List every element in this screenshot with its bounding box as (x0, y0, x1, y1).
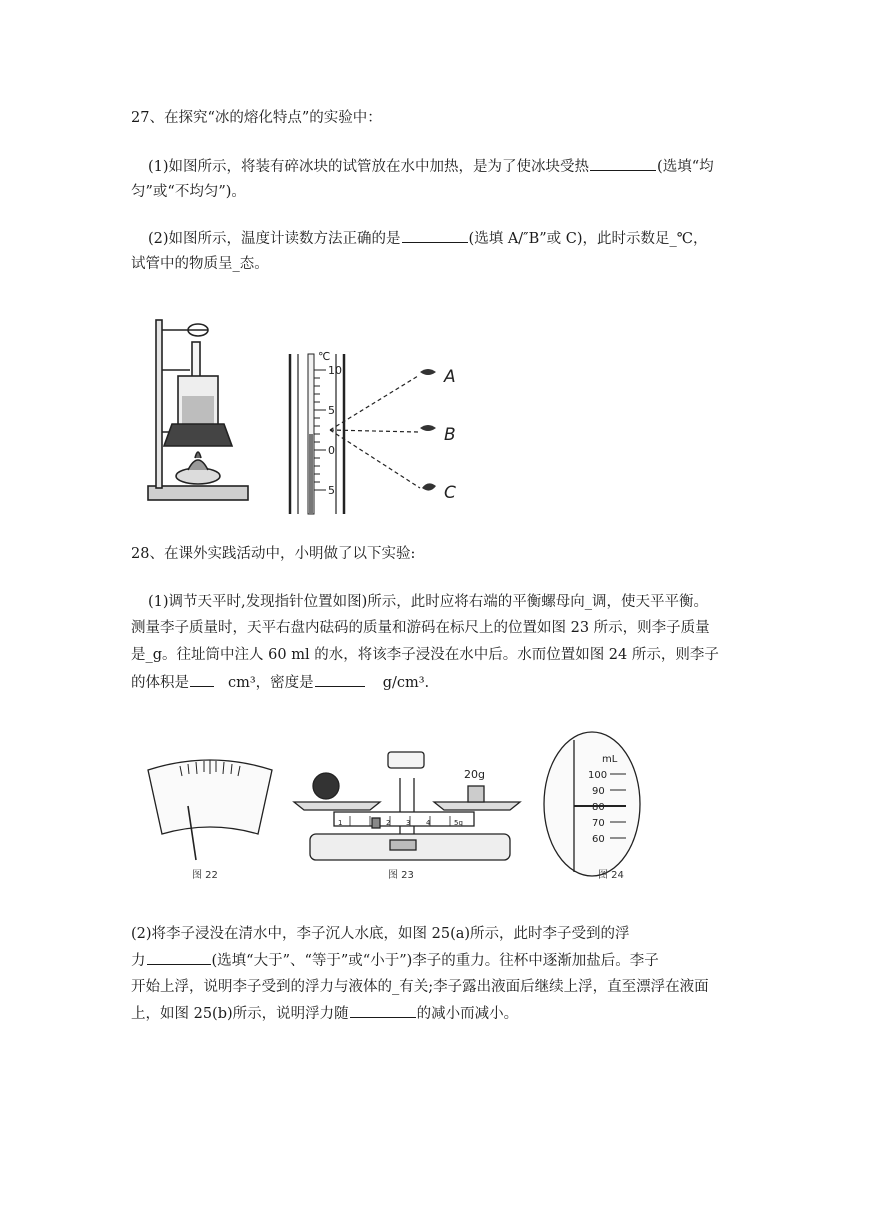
q27-part2-line2: 试管中的物质呈_态。 (131, 256, 269, 272)
q28-blank-buoyancy[interactable] (147, 950, 211, 965)
q28-part2-line1: (2)将李子浸没在清水中，李子沉人水底，如图 25(a)所示，此时李子受到的浮 (131, 926, 630, 942)
rider-tick-2: 2 (386, 819, 391, 827)
fig23-caption: 图 23 (388, 870, 414, 881)
q28-part2-text-c: 上，如图 25(b)所示，说明浮力随 (131, 1006, 349, 1022)
q28-part2-text-b: (选填“大于”、“等于”或“小于”)李子的重力。往杯中逐渐加盐后。李子 (211, 953, 659, 969)
thermometer-unit: ℃ (318, 350, 331, 363)
cylinder-tick-80: 80 (592, 802, 605, 813)
fig24-cylinder (530, 722, 670, 892)
q28-part1-line3: 是_g。往址筒中注人 60 ml 的水，将该李子浸没在水中后。水而位置如图 24 所示，则李子 (131, 647, 719, 663)
q27-part2-text-a: (2)如图所示，温度计读数方法正确的是 (148, 231, 401, 247)
q27-part1-line2: 匀”或“不均匀”)。 (131, 184, 246, 200)
eye-icon-b (420, 425, 436, 431)
eye-icons (420, 369, 436, 491)
q28-part1-line4 (131, 672, 429, 693)
weight-label: 20g (464, 768, 485, 781)
q28-part1-line2: 测量李子质量时，天平右盘内砝码的质量和游码在标尺上的位置如图 23 所示，则李子质量 (131, 620, 710, 636)
cylinder-tick-70: 70 (592, 818, 605, 829)
q27-blank-2[interactable] (402, 228, 468, 243)
eye-label-b: B (444, 425, 456, 445)
thermometer-tick-5: 5 (328, 404, 335, 417)
q27-figure (140, 300, 480, 520)
q28-part1-text-b: cm³，密度是 (228, 675, 314, 691)
q27-blank-1[interactable] (590, 156, 656, 171)
cylinder-tick-100: 100 (588, 770, 608, 781)
q28-blank-density[interactable] (315, 672, 365, 687)
q27-stem: 27、在探究“冰的熔化特点”的实验中： (131, 110, 382, 126)
q28-stem: 28、在课外实践活动中，小明做了以下实验: (131, 546, 416, 562)
q27-part1-text-b: (选填“均 (657, 159, 714, 175)
q28-part1-line1: (1)调节天平时,发现指针位置如图)所示，此时应将右端的平衡螺母向_调，使天平平衡。 (148, 594, 709, 610)
rider-tick-4: 4 (426, 819, 431, 827)
q28-part2-line3: 开始上浮，说明李子受到的浮力与液体的_有关;李子露出液面后继续上浮，直至漂浮在液面 (131, 979, 709, 995)
q28-figures (130, 722, 530, 892)
eye-icon-a (420, 369, 436, 375)
q28-part2-text-a: 力 (131, 953, 146, 969)
rider-tick-5g: 5g (454, 819, 463, 827)
fig24-caption: 图 24 (598, 870, 624, 881)
thermometer-tick-10: 10 (328, 364, 342, 377)
eye-icon-c (422, 483, 436, 490)
q27-part2-line1 (148, 228, 708, 249)
cylinder-tick-60: 60 (592, 834, 605, 845)
thermometer-tick-0: 0 (328, 444, 335, 457)
q27-part1-text-a: (1)如图所示，将装有碎冰块的试管放在水中加热，是为了使冰块受热 (148, 159, 590, 175)
cylinder-tick-90: 90 (592, 786, 605, 797)
fig22-caption: 图 22 (192, 870, 218, 881)
cylinder-unit: mL (602, 754, 618, 765)
fig22-pointer-dial (148, 760, 272, 860)
q28-blank-reason[interactable] (350, 1003, 416, 1018)
q27-part1-line1 (148, 156, 714, 177)
q28-part2-line4 (131, 1003, 518, 1024)
rider-tick-1: 1 (338, 819, 343, 827)
eye-label-a: A (444, 367, 456, 387)
eye-label-c: C (444, 483, 456, 503)
thermometer-tick-neg5: 5 (328, 484, 335, 497)
rider-tick-3: 3 (406, 819, 411, 827)
fig23-balance (294, 752, 520, 860)
q27-part2-text-b: (选填 A/″B”或 C)，此时示数足_℃， (468, 231, 708, 247)
q28-blank-volume[interactable] (190, 672, 214, 687)
heating-apparatus-illustration (148, 320, 248, 500)
q28-part1-text-a: 的体积是 (131, 675, 189, 691)
q28-part2-line2 (131, 950, 659, 971)
q28-part1-text-c: g/cm³. (382, 675, 430, 691)
q28-part2-text-d: 的减小而减小。 (416, 1006, 519, 1022)
